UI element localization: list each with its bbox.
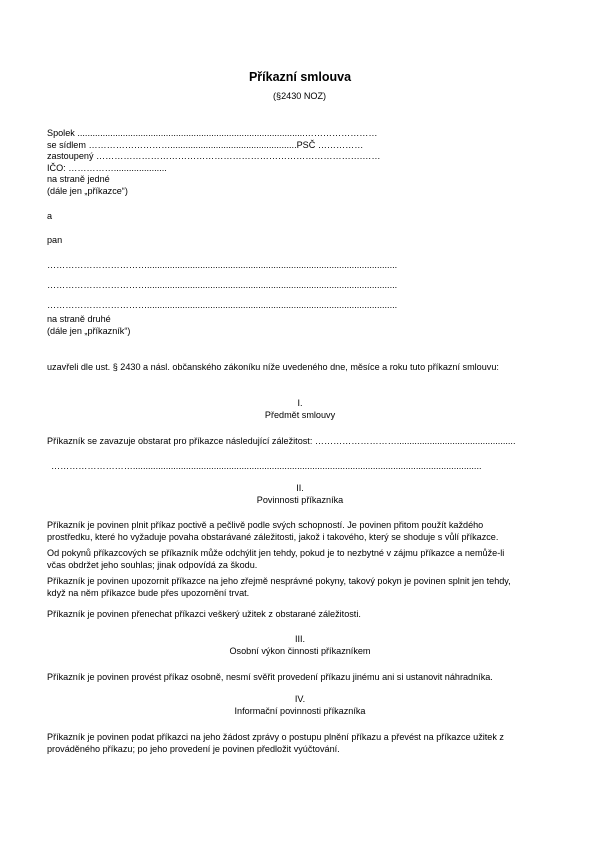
section-2-paragraph-4: Příkazník je povinen přenechat příkazci veškerý užitek z obstarané záležitosti.	[47, 609, 361, 619]
party-one-side: na straně jedné	[47, 174, 110, 184]
ico-field: IČO: …………….....................	[47, 163, 167, 173]
section-1-dots: ………………………..........................................................................................................................................	[51, 461, 482, 471]
paragraph-line: Příkazník je povinen upozornit příkazce na jeho zřejmě nesprávné pokyny, takový pokyn je povinen splnit jen tehdy,	[47, 576, 511, 586]
paragraph-line: prostředku, které ho vyžaduje povaha obstarávané záležitosti, jakož i takového, který se shoduje s vůlí příkazce.	[47, 531, 499, 542]
section-4-heading: Informační povinnosti příkazníka	[234, 706, 366, 716]
section-3-heading: Osobní výkon činnosti příkazníkem	[229, 646, 371, 656]
section-2-paragraph-1	[47, 520, 552, 543]
spolek-field: Spolek ..........................................................................................……………………	[47, 128, 378, 138]
section-4-number: IV.	[294, 694, 306, 704]
intro-text: uzavřeli dle ust. § 2430 a násl. občanského zákoníku níže uvedeného dne, měsíce a roku tuto příkazní smlouvu:	[47, 362, 499, 372]
document-subtitle: (§2430 NOZ)	[273, 91, 327, 101]
zastoupeny-field: zastoupený …………………………………………………………………………….……	[47, 151, 381, 161]
section-2-paragraph-3	[47, 576, 552, 599]
section-4-paragraph-1	[47, 732, 552, 755]
section-3-paragraph-1: Příkazník je povinen provést příkaz osobně, nesmí svěřit provedení příkazu jinému ani si ustanovit náhradníka.	[47, 672, 493, 682]
party-two-line-3: ……………………………...................................................................................................	[47, 300, 398, 310]
pan-label: pan	[47, 235, 63, 245]
paragraph-line: Příkazník je povinen podat příkazci na jeho žádost zprávy o postupu plnění příkazu a převést na příkazce užitek z	[47, 732, 504, 742]
paragraph-line: Příkazník je povinen plnit příkaz poctivě a pečlivě podle svých schopností. Je povinen přitom použít každého	[47, 520, 484, 530]
section-1-heading: Předmět smlouvy	[264, 410, 336, 420]
section-3-number: III.	[294, 634, 306, 644]
section-1-number: I.	[297, 398, 303, 408]
sidlo-field: se sídlem ………………………..................................................PSČ ……………	[47, 140, 364, 150]
party-two-line-1: ……………………………...................................................................................................	[47, 260, 398, 270]
paragraph-line: včas obdržet jeho souhlas; jinak odpovídá za škodu.	[47, 559, 258, 570]
paragraph-line: prováděného příkazu; po jeho provedení je povinen předložit vyúčtování.	[47, 743, 340, 754]
party-one-alias: (dále jen „příkazce“)	[47, 186, 128, 196]
section-1-text: Příkazník se zavazuje obstarat pro příkazce následující záležitost: ………………………...............................................	[47, 436, 516, 446]
section-2-number: II.	[296, 483, 304, 493]
section-2-paragraph-2	[47, 548, 552, 571]
conjunction-a: a	[47, 211, 53, 221]
party-two-line-2: ……………………………...................................................................................................	[47, 280, 398, 290]
section-2-heading: Povinnosti příkazníka	[256, 495, 344, 505]
paragraph-line: když na něm příkazce bude přes upozornění trvat.	[47, 587, 250, 598]
document-title: Příkazní smlouva	[248, 70, 352, 84]
party-two-side: na straně druhé	[47, 314, 111, 324]
paragraph-line: Od pokynů příkazcových se příkazník může odchýlit jen tehdy, pokud je to nezbytné v zájmu příkazce a nemůže-li	[47, 548, 505, 558]
party-two-alias: (dále jen „příkazník“)	[47, 326, 131, 336]
